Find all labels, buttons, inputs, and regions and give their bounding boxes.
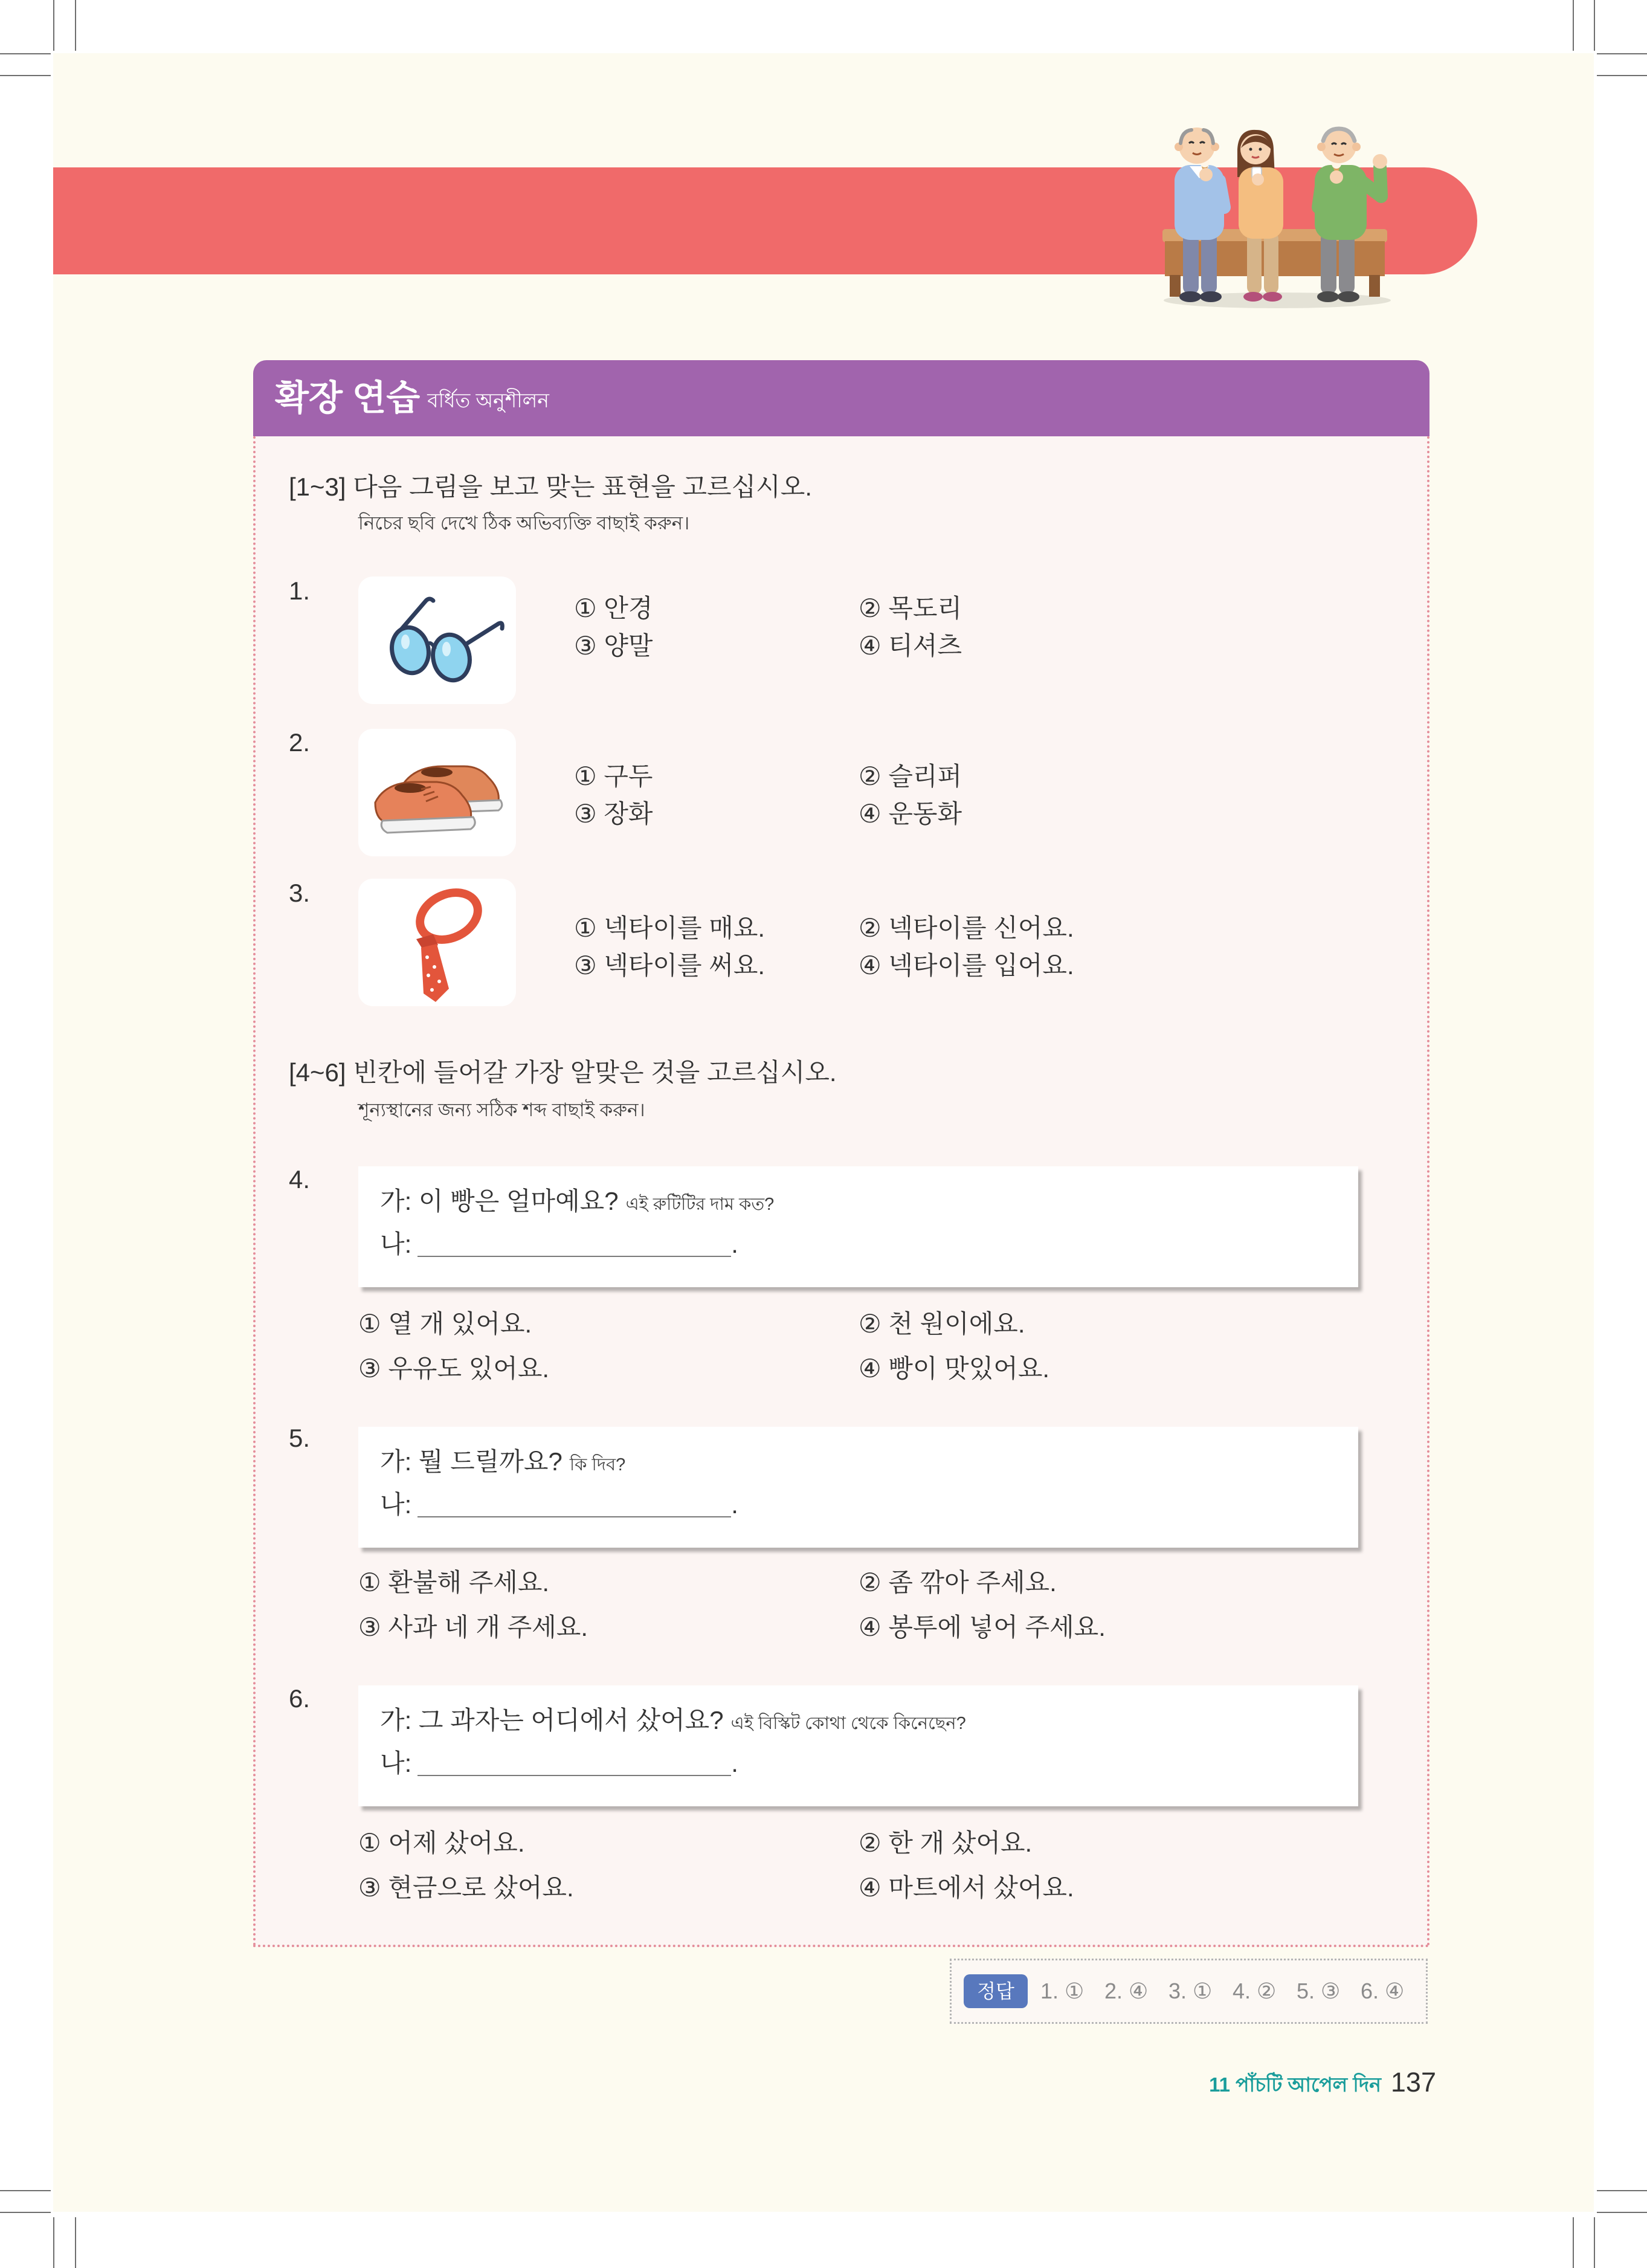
blank-period: . [731, 1230, 738, 1258]
answer-option: ① 구두 [574, 762, 653, 790]
answer-option: ① 넥타이를 매요. [574, 914, 765, 942]
crop-mark [0, 2190, 51, 2191]
answer-option: ② 목도리 [859, 594, 962, 622]
answer-option: ② 한 개 샀어요. [859, 1829, 1033, 1857]
answer-blank [417, 1229, 731, 1257]
answer-option: ② 슬리퍼 [859, 762, 962, 790]
answer-option: ④ 넥타이를 입어요. [859, 951, 1074, 980]
answer-blank [417, 1490, 731, 1517]
question-3-picture [358, 879, 516, 1006]
crop-mark [53, 2217, 54, 2268]
speaker-label: 나: [380, 1230, 412, 1258]
answer-key-item: 2. ④ [1104, 1979, 1149, 2003]
crop-mark [75, 2217, 76, 2268]
page-number: 137 [1390, 2067, 1436, 2098]
answer-option: ④ 마트에서 샀어요. [859, 1873, 1074, 1902]
answer-option: ④ 티셔츠 [859, 632, 962, 660]
instruction-4-6: [4~6] 빈칸에 들어갈 가장 알맞은 것을 고르십시오. [289, 1058, 837, 1087]
answer-option: ③ 양말 [574, 632, 653, 660]
crop-mark [1597, 2212, 1647, 2213]
answer-option: ② 넥타이를 신어요. [859, 914, 1074, 942]
crop-mark [0, 53, 51, 54]
crop-mark [1594, 2217, 1595, 2268]
question-number: 2. [289, 728, 311, 757]
question-number: 4. [289, 1165, 311, 1194]
crop-mark [75, 0, 76, 51]
crop-mark [1594, 0, 1595, 51]
question-number: 3. [289, 879, 311, 907]
answer-option: ① 환불해 주세요. [358, 1568, 550, 1597]
section-title [275, 360, 549, 436]
speaker-label: 나: [380, 1749, 412, 1777]
answer-option: ① 안경 [574, 594, 653, 622]
crop-mark [0, 75, 51, 76]
answer-option: ② 천 원이에요. [859, 1310, 1025, 1338]
section-title-bengali: বর্ধিত অনুশীলন [427, 389, 549, 412]
dialogue-box [358, 1166, 1358, 1287]
dialogue-question: 가: 그 과자는 어디에서 샀어요? [380, 1706, 724, 1734]
dialogue-line-a [380, 1186, 774, 1216]
dialogue-box [358, 1427, 1358, 1548]
dialogue-line-a [380, 1705, 966, 1736]
instruction-1-3: [1~3] 다음 그림을 보고 맞는 표현을 고르십시오. [289, 473, 812, 501]
answer-option: ③ 넥타이를 써요. [574, 951, 765, 980]
answer-option: ① 열 개 있어요. [358, 1310, 532, 1338]
question-number: 6. [289, 1684, 311, 1713]
question-number: 1. [289, 577, 311, 605]
dialogue-question-bengali: এই রুটিটির দাম কত? [625, 1195, 775, 1214]
dialogue-box [358, 1685, 1358, 1806]
blank-period: . [731, 1490, 738, 1519]
crop-mark [1597, 2190, 1647, 2191]
answer-option: ③ 우유도 있어요. [358, 1354, 550, 1383]
answer-key-item: 3. ① [1168, 1979, 1213, 2003]
dialogue-line-b [380, 1490, 738, 1520]
blank-period: . [731, 1749, 738, 1777]
crop-mark [1597, 53, 1647, 54]
shoes-icon [358, 729, 516, 856]
answer-key-badge: 정답 [964, 1974, 1028, 2008]
page-footer [1209, 2067, 1436, 2103]
necktie-icon [358, 879, 516, 1006]
question-1-picture [358, 577, 516, 704]
glasses-icon [358, 577, 516, 704]
answer-option: ① 어제 샀어요. [358, 1829, 525, 1857]
speaker-label: 나: [380, 1490, 412, 1519]
dialogue-question: 가: 이 빵은 얼마예요? [380, 1187, 619, 1215]
answer-option: ④ 운동화 [859, 800, 962, 828]
dialogue-question-bengali: এই বিস্কিট কোথা থেকে কিনেছেন? [730, 1714, 966, 1733]
answer-option: ③ 장화 [574, 800, 653, 828]
dialogue-question-bengali: কি দিব? [569, 1455, 626, 1475]
crop-mark [53, 0, 54, 51]
answer-key-item: 6. ④ [1361, 1979, 1405, 2003]
answer-option: ② 좀 깎아 주세요. [859, 1568, 1057, 1597]
crop-mark [1573, 0, 1574, 51]
answer-key-item: 4. ② [1233, 1979, 1277, 2003]
question-number: 5. [289, 1424, 311, 1452]
seniors-bench-illustration [1156, 123, 1394, 311]
chapter-label: 11 পাঁচটি আপেল দিন [1209, 2073, 1381, 2096]
dialogue-line-b [380, 1229, 738, 1259]
answer-option: ③ 현금으로 샀어요. [358, 1873, 574, 1902]
instruction-1-3-bengali: নিচের ছবি দেখে ঠিক অভিব্যক্তি বাছাই করুন। [358, 512, 690, 534]
dialogue-line-a [380, 1447, 625, 1477]
answer-key-item: 1. ① [1040, 1979, 1085, 2003]
answer-option: ③ 사과 네 개 주세요. [358, 1613, 588, 1641]
dialogue-line-b [380, 1748, 738, 1779]
dialogue-question: 가: 뭘 드릴까요? [380, 1447, 562, 1476]
crop-mark [1573, 2217, 1574, 2268]
answer-key-item: 5. ③ [1297, 1979, 1341, 2003]
answer-blank [417, 1748, 731, 1776]
answer-key-box [950, 1959, 1428, 2024]
answer-option: ④ 봉투에 넣어 주세요. [859, 1613, 1106, 1641]
crop-mark [1597, 75, 1647, 76]
instruction-4-6-bengali: শূন্যস্থানের জন্য সঠিক শব্দ বাছাই করুন। [358, 1099, 645, 1120]
crop-mark [0, 2212, 51, 2213]
question-2-picture [358, 729, 516, 856]
answer-key-list [1040, 1978, 1425, 2005]
section-title-korean: 확장 연습 [275, 378, 421, 418]
section-header [253, 360, 1429, 436]
answer-option: ④ 빵이 맛있어요. [859, 1354, 1050, 1383]
